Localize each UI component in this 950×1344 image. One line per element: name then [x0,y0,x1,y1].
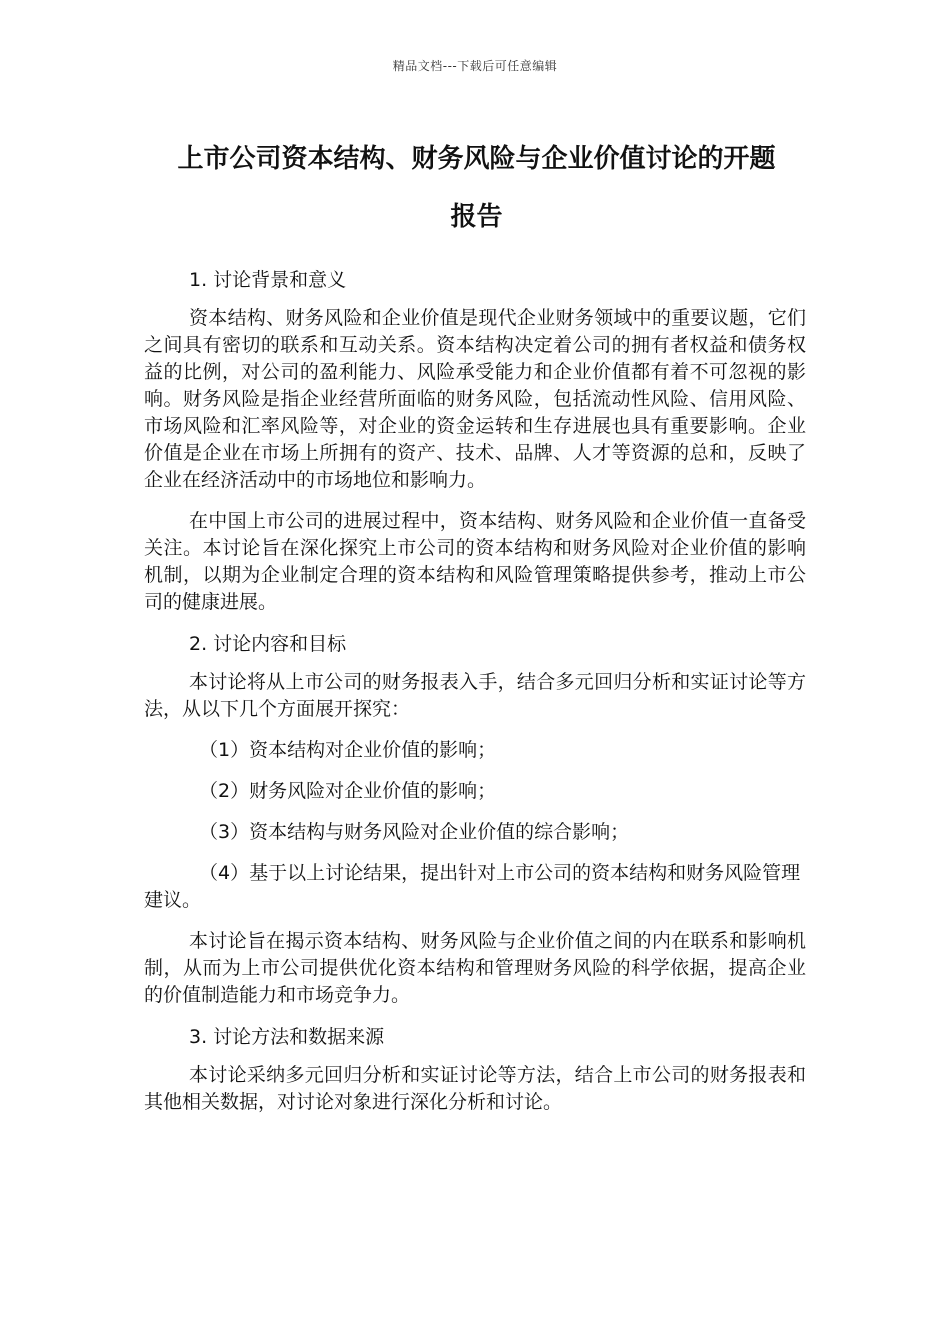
list-item-2: （2）财务风险对企业价值的影响； [199,780,497,802]
paragraph-background: 资本结构、财务风险和企业价值是现代企业财务领域中的重要议题，它们之间具有密切的联系和互动关系。资本结构决定着公司的拥有者权益和债务权益的比例，对公司的盈利能力、风险承受能力和企业价值都有着不可忽视的影响。财务风险是指企业经营所面临的财务风险，包括流动性风险、信用风险、市场风险和汇率风险等，对企业的资金运转和生存进展也具有重要影响。企业价值是企业在市场上所拥有的资产、技术、品牌、人才等资源的总和，反映了企业在经济活动中的市场地位和影响力。 [144,307,806,491]
paragraph-methods: 本讨论采纳多元回归分析和实证讨论等方法，结合上市公司的财务报表和其他相关数据，对讨论对象进行深化分析和讨论。 [144,1064,806,1113]
section-heading-3: 3. 讨论方法和数据来源 [189,1026,385,1048]
section-heading-1: 1. 讨论背景和意义 [189,269,347,291]
list-item-3: （3）资本结构与财务风险对企业价值的综合影响； [199,821,630,843]
title-line-1: 上市公司资本结构、财务风险与企业价值讨论的开题 [177,144,776,174]
page-header-note: 精品文档---下载后可任意编辑 [392,59,558,73]
document-title [144,130,809,246]
list-item-1: （1）资本结构对企业价值的影响； [199,739,497,761]
list-item-4: （4）基于以上讨论结果，提出针对上市公司的资本结构和财务风险管理建议。 [144,862,801,911]
title-line-2: 报告 [450,202,503,232]
document-body [144,266,806,1130]
section-heading-2: 2. 讨论内容和目标 [189,633,347,655]
paragraph-content-intro: 本讨论将从上市公司的财务报表入手，结合多元回归分析和实证讨论等方法，从以下几个方面展开探究： [144,671,806,720]
paragraph-goal: 本讨论旨在揭示资本结构、财务风险与企业价值之间的内在联系和影响机制，从而为上市公司提供优化资本结构和管理财务风险的科学依据，提高企业的价值制造能力和市场竞争力。 [144,930,806,1006]
paragraph-significance: 在中国上市公司的进展过程中，资本结构、财务风险和企业价值一直备受关注。本讨论旨在深化探究上市公司的资本结构和财务风险对企业价值的影响机制，以期为企业制定合理的资本结构和风险管理策略提供参考，推动上市公司的健康进展。 [144,510,806,613]
